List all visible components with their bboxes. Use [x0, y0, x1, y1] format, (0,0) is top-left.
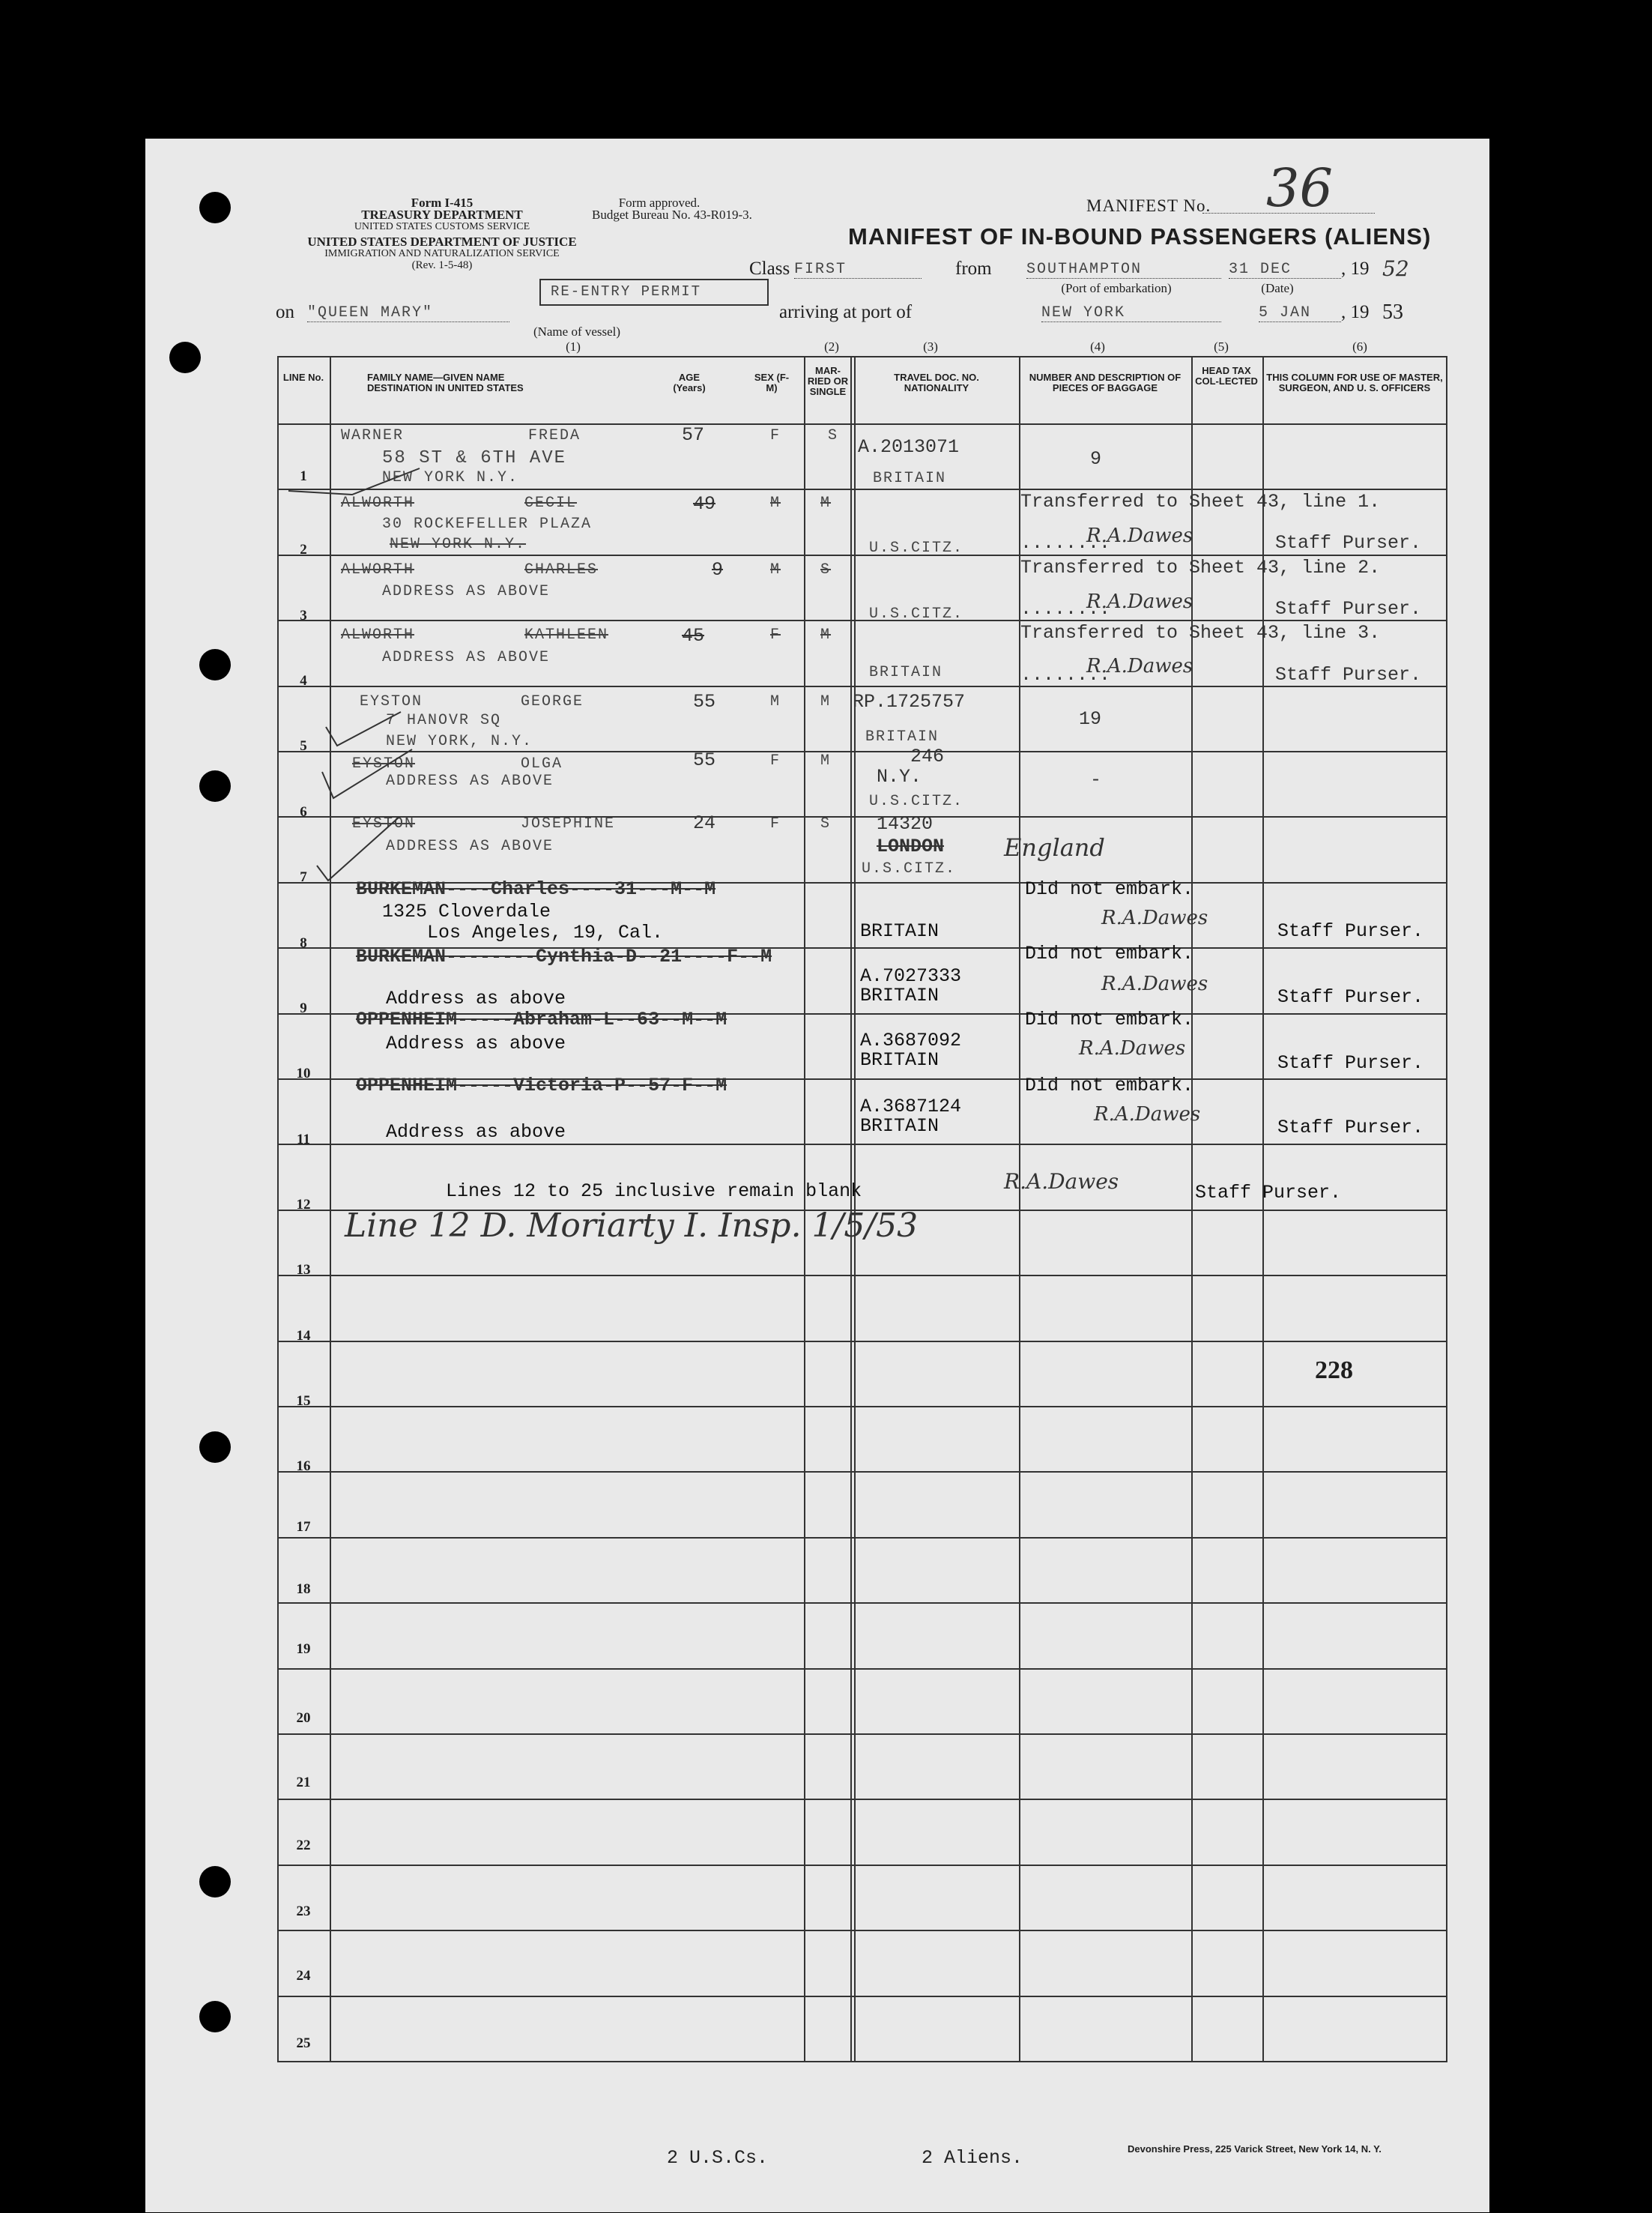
punch-hole — [199, 770, 231, 802]
nationality: BRITAIN — [860, 985, 940, 1006]
date-caption: (Date) — [1261, 281, 1294, 295]
form-number: Form I-415 — [411, 196, 473, 210]
year-from: 52 — [1382, 256, 1409, 281]
class-value: FIRST — [794, 261, 922, 279]
travel-doc: A.3687092 — [860, 1030, 962, 1051]
row-rule — [277, 1275, 1447, 1276]
nationality: BRITAIN — [860, 920, 940, 942]
passenger-line: OPPENHEIM-----Abraham-L--63--M--M — [356, 1009, 727, 1030]
from-port: SOUTHAMPTON — [1026, 261, 1221, 279]
line-number: 18 — [296, 1581, 311, 1597]
vessel-name: "QUEEN MARY" — [307, 304, 509, 322]
punch-hole — [199, 1431, 231, 1463]
reentry-permit: RE-ENTRY PERMIT — [551, 283, 702, 300]
remark-did-not-embark: Did not embark. — [1025, 943, 1194, 964]
given-name: JOSEPHINE — [521, 815, 616, 833]
line-number: 2 — [300, 542, 307, 558]
marital-status: S — [828, 427, 839, 444]
row-rule — [277, 1930, 1447, 1931]
family-name: ALWORTH — [341, 495, 415, 512]
address-1: ADDRESS AS ABOVE — [382, 583, 551, 600]
table-bottom-rule — [277, 2061, 1447, 2062]
col-num-1: (1) — [566, 339, 581, 354]
line-number: 19 — [296, 1641, 311, 1657]
purser-signature: R.A.Dawes — [1094, 1103, 1201, 1126]
header-officers: THIS COLUMN FOR USE OF MASTER, SURGEON, AND U. S. OFFICERS — [1266, 372, 1443, 393]
nationality: U.S.CITZ. — [869, 793, 964, 810]
punch-hole — [199, 649, 231, 680]
given-name: FREDA — [528, 427, 581, 444]
marital-status: M — [820, 693, 832, 710]
marital-status: M — [820, 495, 832, 512]
punch-hole — [199, 192, 231, 223]
staff-purser: Staff Purser. — [1275, 598, 1422, 620]
given-name: OLGA — [521, 755, 563, 773]
line-number: 11 — [297, 1132, 310, 1147]
age: 55 — [693, 749, 716, 771]
given-name: GEORGE — [521, 693, 584, 710]
year-arrive: 53 — [1382, 301, 1403, 324]
check-mark-icon — [285, 461, 435, 498]
dotted-leader: ........ — [1020, 598, 1111, 620]
travel-doc: A.2013071 — [858, 436, 960, 458]
staff-purser: Staff Purser. — [1195, 1182, 1342, 1204]
row-rule — [277, 1996, 1447, 1997]
address-1: ADDRESS AS ABOVE — [386, 838, 554, 855]
arriving-port: NEW YORK — [1041, 304, 1221, 322]
travel-doc: 14320 — [877, 813, 934, 835]
staff-purser: Staff Purser. — [1275, 532, 1422, 554]
family-name: EYSTON — [352, 755, 416, 773]
arriving-label: arriving at port of — [779, 302, 913, 322]
header-married: MAR-RIED OR SINGLE — [807, 365, 849, 397]
staff-purser: Staff Purser. — [1277, 1117, 1424, 1138]
header-line-no: LINE No. — [282, 372, 324, 383]
footer-aliens: 2 Aliens. — [922, 2147, 1023, 2169]
purser-signature: R.A.Dawes — [1101, 907, 1208, 929]
line-number: 7 — [300, 869, 307, 885]
doc-place: LONDON — [877, 836, 945, 857]
line-number: 16 — [296, 1458, 311, 1474]
age: 9 — [712, 559, 724, 581]
address-1: Address as above — [386, 988, 566, 1009]
marital-status: S — [820, 561, 832, 579]
line-number: 1 — [300, 468, 307, 484]
family-name: EYSTON — [352, 815, 416, 833]
travel-doc: RP.1725757 — [853, 691, 966, 713]
remark-transferred: Transferred to Sheet 43, line 1. — [1020, 491, 1381, 513]
travel-doc: A.7027333 — [860, 965, 962, 987]
row-rule — [277, 816, 1447, 818]
age: 55 — [693, 691, 716, 713]
travel-doc: 246 — [910, 746, 945, 767]
printer-imprint: Devonshire Press, 225 Varick Street, New York 14, N. Y. — [1128, 2143, 1382, 2155]
given-name: CECIL — [524, 495, 578, 512]
form-approved: Form approved. — [618, 196, 701, 210]
row-rule — [277, 555, 1447, 556]
nationality: U.S.CITZ. — [869, 540, 964, 557]
date-from: 31 DEC — [1229, 261, 1341, 279]
sex: F — [770, 815, 781, 833]
col-num-6: (6) — [1352, 339, 1367, 354]
remark-did-not-embark: Did not embark. — [1025, 1075, 1194, 1096]
customs-service: UNITED STATES CUSTOMS SERVICE — [354, 221, 530, 232]
on-label: on — [276, 302, 294, 322]
remark-did-not-embark: Did not embark. — [1025, 1009, 1194, 1030]
col-num-5: (5) — [1214, 339, 1229, 354]
nationality: BRITAIN — [865, 728, 940, 746]
dotted-leader: ........ — [1020, 664, 1111, 686]
manifest-page — [145, 139, 1489, 2212]
sex: F — [770, 427, 781, 444]
manifest-label: MANIFEST No. — [1086, 196, 1211, 215]
sex: F — [770, 752, 781, 770]
row-rule — [277, 1668, 1447, 1670]
line-number: 10 — [296, 1066, 311, 1081]
remark-transferred: Transferred to Sheet 43, line 3. — [1020, 622, 1381, 644]
nationality: BRITAIN — [860, 1115, 940, 1137]
line-number: 8 — [300, 935, 307, 951]
vessel-caption: (Name of vessel) — [533, 324, 621, 339]
header-sex: SEX (F-M) — [754, 372, 790, 393]
marital-status: M — [820, 752, 832, 770]
address-2: NEW YORK, N.Y. — [386, 733, 533, 750]
check-mark-icon — [313, 809, 403, 884]
row-rule — [277, 1865, 1447, 1866]
row-rule — [277, 1144, 1447, 1145]
nationality: U.S.CITZ. — [862, 860, 957, 878]
header-age: AGE (Years) — [673, 372, 706, 393]
row-rule — [277, 1733, 1447, 1735]
line-number: 21 — [296, 1775, 311, 1790]
address-2: NEW YORK N.Y. — [382, 469, 519, 486]
address-1: ADDRESS AS ABOVE — [382, 649, 551, 666]
treasury-dept: TREASURY DEPARTMENT — [361, 208, 523, 222]
family-name: WARNER — [341, 427, 405, 444]
marital-status: S — [820, 815, 832, 833]
given-name: KATHLEEN — [524, 627, 609, 644]
staff-purser: Staff Purser. — [1277, 920, 1424, 942]
budget-bureau: Budget Bureau No. 43-R019-3. — [592, 208, 752, 222]
row-rule — [277, 1341, 1447, 1342]
line-number: 22 — [296, 1838, 311, 1853]
marital-status: M — [820, 627, 832, 644]
col-num-2: (2) — [824, 339, 839, 354]
address-1: 1325 Cloverdale — [382, 901, 551, 923]
stamp-number: 228 — [1315, 1356, 1353, 1384]
year-from-prefix: , 19 — [1341, 259, 1370, 279]
staff-purser: Staff Purser. — [1277, 1052, 1424, 1074]
handwritten-nationality: England — [1004, 833, 1105, 862]
line-number: 24 — [296, 1968, 311, 1984]
line-number: 6 — [300, 804, 307, 820]
year-arr-prefix: , 19 — [1341, 302, 1370, 322]
row-rule — [277, 1406, 1447, 1407]
family-name: EYSTON — [360, 693, 423, 710]
address-1: Address as above — [386, 1033, 566, 1054]
inspector-signature: Line 12 D. Moriarty I. Insp. 1/5/53 — [345, 1207, 919, 1245]
travel-doc: A.3687124 — [860, 1096, 962, 1117]
blank-lines-statement: Lines 12 to 25 inclusive remain blank — [446, 1180, 862, 1202]
line-number: 13 — [296, 1262, 311, 1278]
class-label: Class — [749, 259, 790, 279]
family-name: ALWORTH — [341, 627, 415, 644]
doc-place: N.Y. — [877, 766, 922, 788]
address-1: ADDRESS AS ABOVE — [386, 773, 554, 790]
row-rule — [277, 751, 1447, 752]
line-number: 23 — [296, 1903, 311, 1919]
line-number: 4 — [300, 673, 307, 689]
line-number: 15 — [296, 1393, 311, 1409]
ins: IMMIGRATION AND NATURALIZATION SERVICE — [324, 248, 560, 259]
baggage: - — [1090, 769, 1102, 791]
remark-did-not-embark: Did not embark. — [1025, 878, 1194, 900]
purser-signature: R.A.Dawes — [1086, 525, 1193, 547]
purser-signature: R.A.Dawes — [1086, 591, 1193, 613]
date-arrive: 5 JAN — [1259, 304, 1341, 322]
line-number: 25 — [296, 2035, 311, 2051]
row-rule — [277, 1799, 1447, 1800]
nationality: U.S.CITZ. — [869, 606, 964, 623]
dotted-leader: ........ — [1020, 532, 1111, 554]
page-title: MANIFEST OF IN-BOUND PASSENGERS (ALIENS) — [848, 223, 1432, 250]
row-rule — [277, 489, 1447, 490]
footer-uscs: 2 U.S.Cs. — [667, 2147, 769, 2169]
line-number: 12 — [296, 1197, 311, 1213]
passenger-line: BURKEMAN--------Cynthia-D--21----F--M — [356, 946, 772, 967]
sex: F — [770, 627, 781, 644]
sex: M — [770, 693, 781, 710]
address-2: Los Angeles, 19, Cal. — [427, 922, 664, 944]
family-name: ALWORTH — [341, 561, 415, 579]
header-travel-doc: TRAVEL DOC. NO. NATIONALITY — [894, 372, 979, 393]
row-rule — [277, 1537, 1447, 1539]
purser-signature: R.A.Dawes — [1004, 1169, 1119, 1194]
from-label: from — [955, 259, 992, 279]
line-number: 17 — [296, 1519, 311, 1535]
address-1: 30 ROCKEFELLER PLAZA — [382, 516, 593, 533]
baggage: 9 — [1090, 448, 1102, 470]
line-number: 5 — [300, 738, 307, 754]
nationality: BRITAIN — [860, 1049, 940, 1071]
table-top-rule — [277, 356, 1447, 357]
nationality: BRITAIN — [869, 664, 943, 681]
address-1: 7 HANOVR SQ — [386, 712, 502, 729]
age: 24 — [693, 812, 716, 834]
nationality: BRITAIN — [873, 470, 947, 487]
line-number: 14 — [296, 1328, 311, 1344]
age: 57 — [682, 424, 705, 446]
age: 49 — [693, 493, 716, 515]
passenger-line: OPPENHEIM-----Victoria-P--57-F--M — [356, 1075, 727, 1096]
address-1: 58 ST & 6TH AVE — [382, 448, 567, 468]
staff-purser: Staff Purser. — [1277, 986, 1424, 1008]
purser-signature: R.A.Dawes — [1101, 973, 1208, 995]
port-caption: (Port of embarkation) — [1061, 281, 1172, 295]
sex: M — [770, 561, 781, 579]
header-head-tax: HEAD TAX COL-LECTED — [1195, 365, 1258, 387]
row-rule — [277, 620, 1447, 621]
row-rule — [277, 1471, 1447, 1473]
line-number: 20 — [296, 1710, 311, 1726]
address-1: Address as above — [386, 1121, 566, 1143]
punch-hole — [169, 342, 201, 373]
line-number: 3 — [300, 608, 307, 624]
col-num-4: (4) — [1090, 339, 1105, 354]
punch-hole — [199, 1866, 231, 1897]
header-baggage: NUMBER AND DESCRIPTION OF PIECES OF BAGGAGE — [1029, 372, 1181, 393]
age: 45 — [682, 625, 705, 647]
justice-dept: UNITED STATES DEPARTMENT OF JUSTICE — [307, 235, 577, 249]
passenger-line: BURKEMAN----Charles----31---M--M — [356, 878, 716, 900]
given-name: CHARLES — [524, 561, 599, 579]
remark-transferred: Transferred to Sheet 43, line 2. — [1020, 557, 1381, 579]
col-num-3: (3) — [923, 339, 938, 354]
check-mark-icon — [318, 742, 416, 802]
row-rule — [277, 1602, 1447, 1604]
line-number: 9 — [300, 1000, 307, 1016]
purser-signature: R.A.Dawes — [1086, 655, 1193, 677]
sex: M — [770, 495, 781, 512]
revision: (Rev. 1-5-48) — [411, 259, 473, 271]
staff-purser: Staff Purser. — [1275, 664, 1422, 686]
purser-signature: R.A.Dawes — [1079, 1037, 1186, 1060]
punch-hole — [199, 2001, 231, 2032]
baggage: 19 — [1079, 708, 1102, 730]
address-2: NEW YORK N.Y. — [390, 536, 527, 553]
table-header-rule — [277, 423, 1447, 425]
header-name: FAMILY NAME—GIVEN NAME DESTINATION IN UNITED STATES — [367, 372, 524, 393]
manifest-number: 36 — [1266, 157, 1334, 219]
row-rule — [277, 686, 1447, 687]
